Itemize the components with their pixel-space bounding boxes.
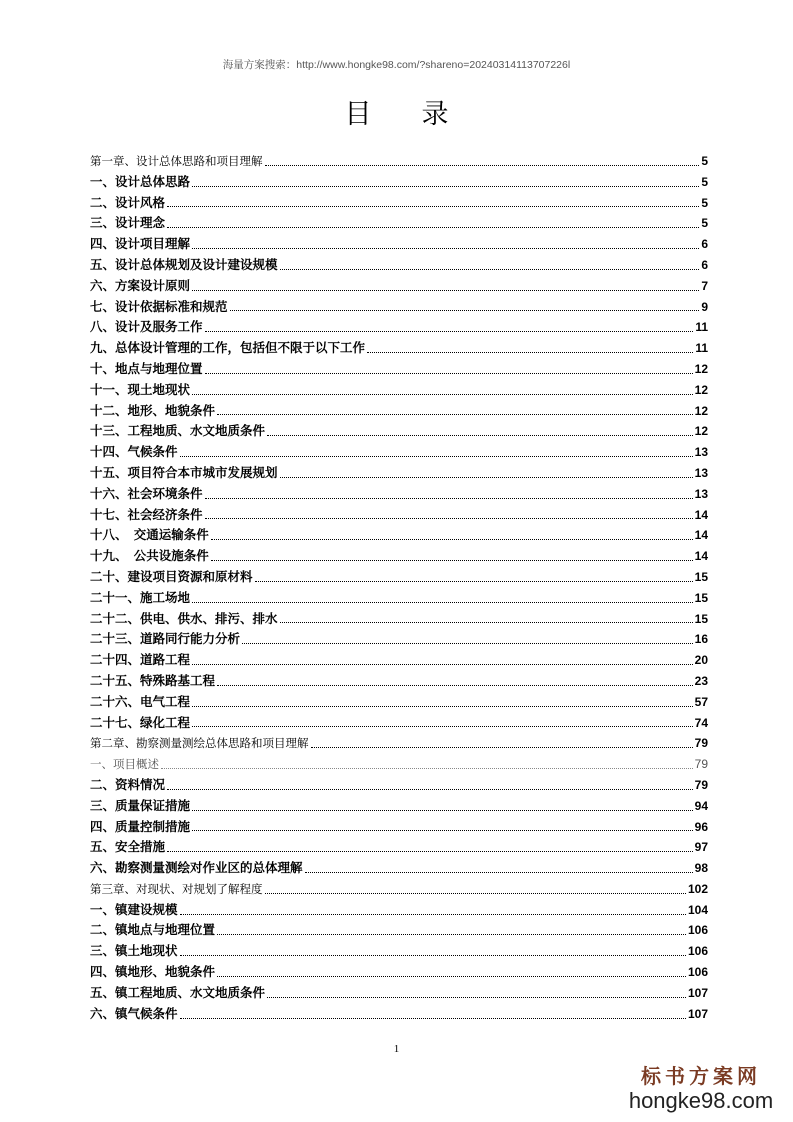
- toc-dot-leader: [230, 310, 700, 311]
- toc-entry-label: 十四、气候条件: [90, 444, 178, 460]
- toc-entry[interactable]: [90, 546, 708, 567]
- toc-entry-label: 二十三、道路同行能力分析: [90, 631, 241, 647]
- toc-dot-leader: [192, 186, 699, 187]
- toc-entry-label: 二十二、供电、供水、排污、排水: [90, 610, 278, 626]
- toc-entry-page: 23: [694, 673, 708, 688]
- toc-entry-page: 107: [687, 985, 708, 1000]
- toc-entry[interactable]: [90, 629, 708, 650]
- toc-entry[interactable]: [90, 900, 708, 921]
- toc-dot-leader: [192, 706, 693, 707]
- toc-dot-leader: [205, 373, 693, 374]
- toc-dot-leader: [205, 518, 693, 519]
- toc-dot-leader: [167, 851, 693, 852]
- toc-dot-leader: [167, 789, 693, 790]
- toc-entry-page: 5: [701, 154, 708, 168]
- toc-entry[interactable]: [90, 213, 708, 234]
- toc-entry-label: 九、总体设计管理的工作，包括但不限于以下工作: [90, 340, 366, 356]
- toc-entry-label: 十六、社会环境条件: [90, 485, 203, 501]
- toc-entry[interactable]: [90, 817, 708, 838]
- toc-entry-label: 六、勘察测量测绘对作业区的总体理解: [90, 860, 303, 876]
- toc-entry-label: 三、设计理念: [90, 215, 166, 231]
- toc-entry[interactable]: [90, 837, 708, 858]
- toc-title: 目录: [344, 99, 499, 130]
- toc-dot-leader: [161, 768, 693, 769]
- toc-entry-page: 106: [687, 944, 708, 959]
- toc-dot-leader: [217, 685, 693, 686]
- toc-entry[interactable]: [90, 505, 708, 526]
- toc-entry[interactable]: [90, 297, 708, 318]
- toc-entry-page: 12: [694, 382, 708, 397]
- toc-entry[interactable]: [90, 151, 708, 172]
- toc-dot-leader: [192, 664, 693, 665]
- toc-entry-page: 15: [694, 569, 708, 584]
- toc-dot-leader: [217, 414, 693, 415]
- toc-dot-leader: [180, 456, 693, 457]
- toc-entry-page: 7: [701, 278, 708, 293]
- toc-entry-label: 五、安全措施: [90, 839, 166, 855]
- toc-entry[interactable]: [90, 317, 708, 338]
- toc-entry-label: 十七、社会经济条件: [90, 506, 203, 522]
- toc-entry-page: 5: [701, 174, 708, 189]
- toc-entry-label: 四、质量控制措施: [90, 818, 191, 834]
- toc-dot-leader: [367, 352, 693, 353]
- toc-entry-page: 12: [694, 403, 708, 418]
- toc-entry[interactable]: [90, 234, 708, 255]
- toc-entry-label: 一、设计总体思路: [90, 173, 191, 189]
- toc-dot-leader: [211, 560, 693, 561]
- toc-entry-label: 四、设计项目理解: [90, 236, 191, 252]
- toc-dot-leader: [265, 165, 700, 166]
- watermark-chinese-text: 标书方案网: [641, 1064, 761, 1088]
- toc-entry-page: 94: [694, 798, 708, 813]
- toc-entry[interactable]: [90, 609, 708, 630]
- toc-entry-page: 57: [694, 694, 708, 709]
- toc-entry-label: 五、设计总体规划及设计建设规模: [90, 256, 278, 272]
- toc-entry-label: 二、设计风格: [90, 194, 166, 210]
- toc-dot-leader: [311, 747, 693, 748]
- toc-entry-label: 十一、现土地现状: [90, 381, 191, 397]
- toc-entry-page: 97: [694, 840, 708, 855]
- toc-entry[interactable]: [90, 920, 708, 941]
- toc-entry-page: 13: [694, 465, 708, 480]
- toc-entry-page: 79: [694, 757, 708, 772]
- toc-entry-page: 11: [695, 341, 708, 356]
- toc-entry[interactable]: [90, 567, 708, 588]
- toc-entry[interactable]: [90, 338, 708, 359]
- toc-entry[interactable]: [90, 796, 708, 817]
- toc-entry-page: 15: [694, 590, 708, 605]
- toc-entry[interactable]: [90, 255, 708, 276]
- toc-entry[interactable]: [90, 276, 708, 297]
- toc-dot-leader: [192, 810, 693, 811]
- page-number: 1: [393, 1043, 400, 1055]
- toc-entry-label: 二、资料情况: [90, 776, 166, 792]
- toc-entry-page: 12: [694, 361, 708, 376]
- toc-dot-leader: [255, 581, 693, 582]
- toc-entry-page: 9: [701, 299, 708, 314]
- toc-entry-label: 十二、地形、地貌条件: [90, 402, 216, 418]
- toc-entry[interactable]: [90, 380, 708, 401]
- toc-dot-leader: [265, 893, 686, 894]
- toc-entry[interactable]: [90, 713, 708, 734]
- toc-entry-label: 六、方案设计原则: [90, 277, 191, 293]
- toc-entry-label: 三、质量保证措施: [90, 797, 191, 813]
- toc-entry[interactable]: [90, 172, 708, 193]
- toc-entry-page: 6: [701, 257, 708, 272]
- toc-entry-label: 三、镇土地现状: [90, 943, 178, 959]
- toc-dot-leader: [180, 1018, 686, 1019]
- toc-entry-page: 102: [687, 881, 708, 896]
- toc-entry-label: 七、设计依据标准和规范: [90, 298, 228, 314]
- toc-entry-page: 20: [694, 653, 708, 668]
- toc-dot-leader: [192, 726, 693, 727]
- toc-entry-label: 二十、建设项目资源和原材料: [90, 568, 253, 584]
- toc-entry-label: 二十六、电气工程: [90, 693, 191, 709]
- toc-entry-label: 一、项目概述: [90, 757, 159, 772]
- toc-entry[interactable]: [90, 588, 708, 609]
- toc-entry-page: 15: [694, 611, 708, 626]
- toc-dot-leader: [205, 331, 694, 332]
- toc-dot-leader: [267, 997, 686, 998]
- toc-dot-leader: [192, 830, 693, 831]
- toc-entry-label: 二十五、特殊路基工程: [90, 672, 216, 688]
- toc-entry-page: 96: [694, 819, 708, 834]
- watermark-logo: [621, 1064, 781, 1114]
- toc-entry-page: 13: [694, 445, 708, 460]
- toc-entry[interactable]: [90, 692, 708, 713]
- toc-dot-leader: [242, 643, 693, 644]
- watermark-domain-text: hongke98.com: [628, 1088, 774, 1113]
- toc-entry-label: 二十七、绿化工程: [90, 714, 191, 730]
- toc-entry[interactable]: [90, 650, 708, 671]
- toc-entry[interactable]: [90, 525, 708, 546]
- toc-entry-label: 六、镇气候条件: [90, 1005, 178, 1021]
- toc-entry[interactable]: [90, 671, 708, 692]
- toc-dot-leader: [192, 248, 699, 249]
- toc-entry-label: 第二章、勘察测量测绘总体思路和项目理解: [90, 736, 309, 751]
- toc-entry-page: 104: [687, 902, 708, 917]
- toc-entry[interactable]: [90, 442, 708, 463]
- page-header-url: 海量方案搜索：http://www.hongke98.com/?shareno=20240314113707226l: [222, 59, 571, 71]
- toc-entry-page: 106: [687, 923, 708, 938]
- toc-entry-label: 八、设计及服务工作: [90, 319, 203, 335]
- toc-dot-leader: [280, 622, 693, 623]
- toc-entry[interactable]: [90, 775, 708, 796]
- toc-entry-label: 第三章、对现状、对规划了解程度: [90, 881, 263, 896]
- toc-entry-label: 二、镇地点与地理位置: [90, 922, 216, 938]
- toc-entry-page: 107: [687, 1006, 708, 1021]
- toc-entry-label: 四、镇地形、地貌条件: [90, 964, 216, 980]
- toc-dot-leader: [180, 955, 686, 956]
- toc-entry[interactable]: [90, 193, 708, 214]
- toc-entry-label: 一、镇建设规模: [90, 901, 178, 917]
- toc-entry-page: 106: [687, 965, 708, 980]
- toc-entry-label: 十八、 交通运输条件: [90, 527, 209, 543]
- toc-entry-page: 6: [701, 237, 708, 252]
- toc-entry[interactable]: [90, 1004, 708, 1025]
- toc-entry-page: 12: [694, 424, 708, 439]
- toc-entry-label: 二十四、道路工程: [90, 652, 191, 668]
- toc-entry[interactable]: [90, 484, 708, 505]
- toc-dot-leader: [167, 206, 699, 207]
- toc-entry-label: 五、镇工程地质、水文地质条件: [90, 984, 266, 1000]
- toc-dot-leader: [192, 394, 693, 395]
- toc-entry-label: 二十一、施工场地: [90, 589, 191, 605]
- toc-entry[interactable]: [90, 858, 708, 879]
- toc-entry[interactable]: [90, 421, 708, 442]
- toc-dot-leader: [180, 914, 686, 915]
- toc-entry-label: 十五、项目符合本市城市发展规划: [90, 464, 278, 480]
- toc-entry-label: 第一章、设计总体思路和项目理解: [90, 154, 263, 168]
- toc-dot-leader: [217, 976, 686, 977]
- toc-entry[interactable]: [90, 941, 708, 962]
- toc-entry[interactable]: [90, 879, 708, 900]
- toc-entry-page: 16: [694, 632, 708, 647]
- toc-dot-leader: [280, 269, 700, 270]
- toc-entry-page: 13: [694, 486, 708, 501]
- toc-entry[interactable]: [90, 463, 708, 484]
- toc-entry[interactable]: [90, 983, 708, 1004]
- toc-entry[interactable]: [90, 962, 708, 983]
- toc-entry-page: 79: [694, 777, 708, 792]
- toc-entry-page: 14: [694, 507, 708, 522]
- toc-dot-leader: [205, 498, 693, 499]
- toc-entry[interactable]: [90, 754, 708, 775]
- toc-dot-leader: [217, 934, 686, 935]
- toc-entry[interactable]: [90, 733, 708, 754]
- toc-entry-page: 5: [701, 195, 708, 210]
- toc-entry[interactable]: [90, 359, 708, 380]
- toc-entry-label: 十九、 公共设施条件: [90, 548, 209, 564]
- toc-entry-page: 5: [701, 216, 708, 231]
- toc-entry-page: 74: [694, 715, 708, 730]
- toc-entry-page: 98: [694, 861, 708, 876]
- toc-dot-leader: [211, 539, 693, 540]
- toc-dot-leader: [192, 290, 699, 291]
- toc-dot-leader: [167, 227, 699, 228]
- toc-entry-page: 14: [694, 549, 708, 564]
- toc-dot-leader: [305, 872, 693, 873]
- toc-dot-leader: [267, 435, 693, 436]
- toc-dot-leader: [280, 477, 693, 478]
- toc-entry-label: 十三、工程地质、水文地质条件: [90, 423, 266, 439]
- toc-dot-leader: [192, 602, 693, 603]
- toc-entry-page: 11: [695, 320, 708, 335]
- table-of-contents: [90, 151, 708, 1024]
- toc-entry-page: 79: [694, 736, 708, 751]
- toc-entry[interactable]: [90, 401, 708, 422]
- toc-entry-label: 十、地点与地理位置: [90, 360, 203, 376]
- toc-entry-page: 14: [694, 528, 708, 543]
